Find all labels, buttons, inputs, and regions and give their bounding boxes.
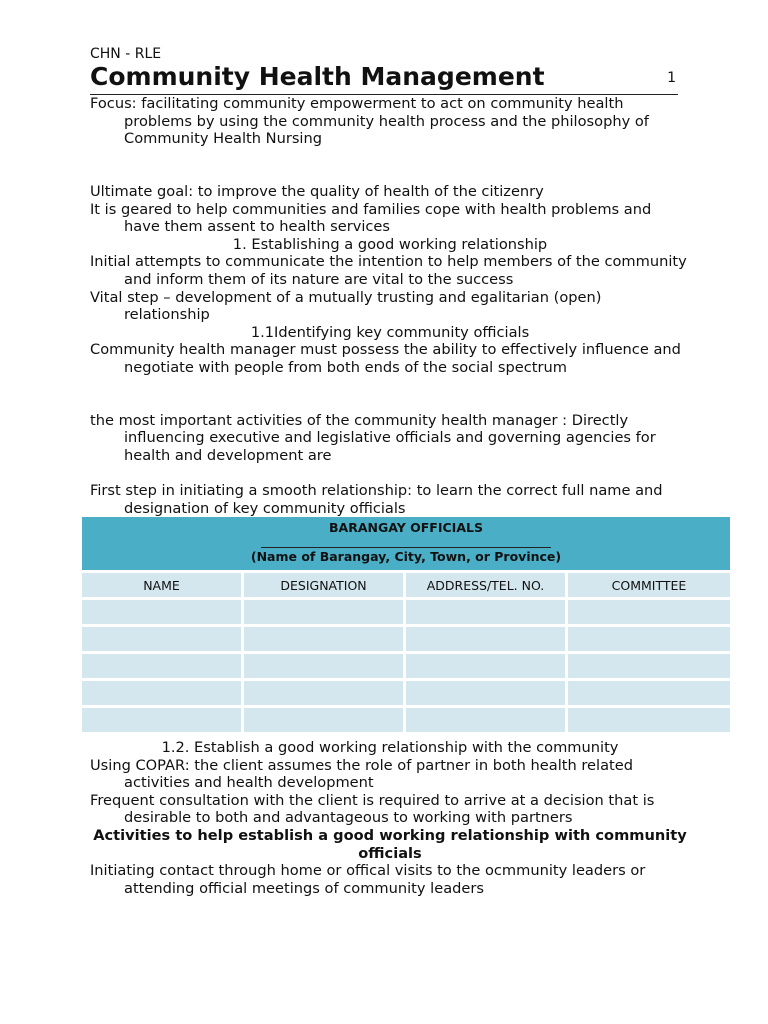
table-row [82, 678, 730, 705]
table-cell[interactable] [406, 651, 568, 678]
table-cell[interactable] [82, 678, 244, 705]
spacer [90, 165, 690, 183]
page-title: Community Health Management [90, 62, 545, 91]
vital-step-paragraph: Vital step – development of a mutually trusting and egalitarian (open) relationship [90, 288, 602, 324]
table-row [82, 705, 730, 732]
copar-paragraph: Using COPAR: the client assumes the role of partner in both health related activities and health development [90, 756, 633, 792]
consultation-paragraph: Frequent consultation with the client is required to arrive at a decision that is desirable to both and advantageous to working with partners [90, 791, 655, 827]
table-cell[interactable] [406, 624, 568, 651]
heading-establishing-relationship: 1. Establishing a good working relationship [232, 235, 548, 253]
table-cell[interactable] [244, 651, 406, 678]
table-cell[interactable] [244, 705, 406, 732]
table-cell[interactable] [244, 624, 406, 651]
table-cell[interactable] [406, 597, 568, 624]
table-cell[interactable] [82, 705, 244, 732]
table-cell[interactable] [82, 624, 244, 651]
page-number: 1 [667, 70, 676, 86]
table-title: BARANGAY OFFICIALS [329, 520, 483, 535]
table-cell[interactable] [406, 678, 568, 705]
blank-name-line [261, 536, 551, 548]
column-header-name: NAME [82, 570, 244, 597]
document-header [90, 46, 678, 95]
activities-heading: Activities to help establish a good working relationship with community officials [93, 826, 687, 862]
manager-ability-paragraph: Community health manager must possess the ability to effectively influence and negotiate with people from both ends of the social spectrum [90, 341, 681, 376]
table-cell[interactable] [82, 651, 244, 678]
table-row [82, 597, 730, 624]
column-header-committee: COMMITTEE [568, 570, 730, 597]
table-row [82, 624, 730, 651]
table-cell[interactable] [82, 597, 244, 624]
table-header-row [82, 570, 730, 597]
table-subtitle: (Name of Barangay, City, Town, or Province) [250, 549, 562, 564]
column-header-designation: DESIGNATION [244, 570, 406, 597]
table-cell[interactable] [568, 597, 730, 624]
spacer [90, 464, 690, 482]
table-cell[interactable] [406, 705, 568, 732]
table-cell[interactable] [568, 705, 730, 732]
column-header-address: ADDRESS/TEL. NO. [406, 570, 568, 597]
geared-paragraph: It is geared to help communities and families cope with health problems and have them assent to health services [90, 200, 652, 236]
table-row [82, 651, 730, 678]
table-cell[interactable] [244, 597, 406, 624]
barangay-officials-table [82, 517, 730, 732]
initial-attempts-paragraph: Initial attempts to communicate the intention to help members of the community and inform them of its nature are vital to the success [90, 253, 687, 288]
body-section-1 [90, 95, 690, 517]
table-cell[interactable] [568, 678, 730, 705]
table-banner [82, 517, 730, 570]
heading-establish-community-relationship: 1.2. Establish a good working relationship with the community [161, 739, 619, 756]
heading-identifying-officials: 1.1Identifying key community officials [250, 323, 530, 341]
body-section-2 [90, 739, 690, 897]
table-cell[interactable] [568, 651, 730, 678]
table-cell[interactable] [568, 624, 730, 651]
spacer [90, 377, 690, 395]
table-cell[interactable] [244, 678, 406, 705]
title-row [90, 62, 678, 95]
important-activities-paragraph: the most important activities of the community health manager : Directly influencing executive and legislative officials and governing agencies for health and development are [90, 411, 656, 464]
first-step-paragraph: First step in initiating a smooth relationship: to learn the correct full name and designation of key community officials [90, 482, 663, 517]
course-code: CHN - RLE [90, 46, 162, 62]
spacer [90, 148, 690, 166]
spacer [90, 394, 690, 412]
ultimate-goal-paragraph: Ultimate goal: to improve the quality of health of the citizenry [90, 182, 544, 200]
focus-paragraph: Focus: facilitating community empowerment to act on community health problems by using the community health process and the philosophy of Community Health Nursing [90, 95, 649, 148]
initiating-contact-paragraph: Initiating contact through home or offical visits to the ocmmunity leaders or attending official meetings of community leaders [90, 862, 646, 897]
